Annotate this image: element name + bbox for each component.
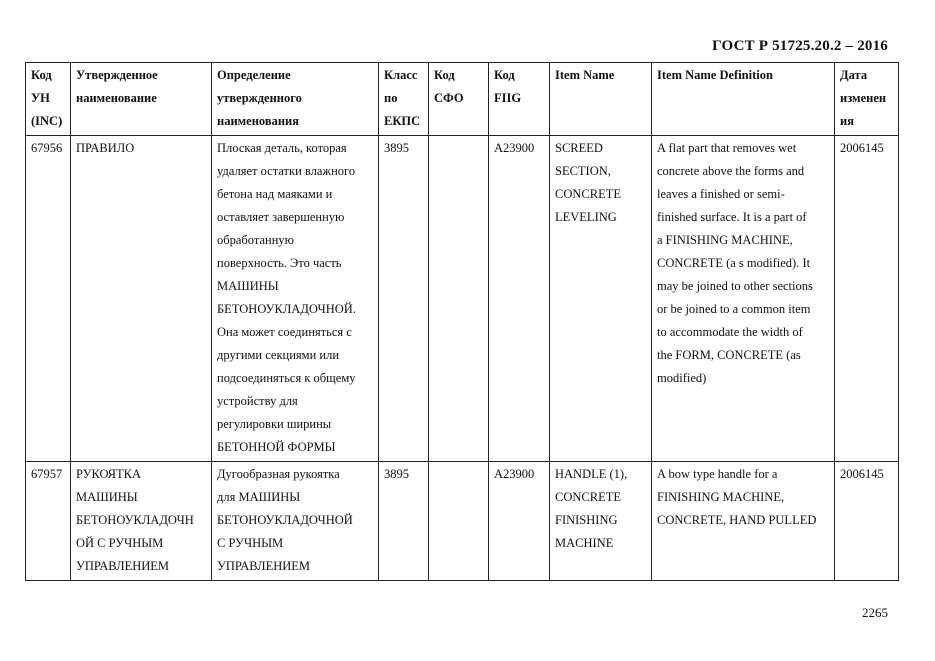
text-line: Класс (384, 68, 418, 82)
cell-sfo (429, 462, 489, 581)
header-row (26, 63, 899, 136)
col-inc (26, 63, 71, 136)
text-line: поверхность. Это часть (217, 256, 342, 270)
text-line: CONCRETE (a s modified). It (657, 256, 811, 270)
text-line: CONCRETE, HAND PULLED (657, 513, 817, 527)
text-line: Утвержденное (76, 68, 158, 82)
text-line: FINISHING MACHINE, (657, 490, 785, 504)
text-line: A bow type handle for a (657, 467, 778, 481)
text-line: Она может соединяться с (217, 325, 352, 339)
text-line: ОЙ С РУЧНЫМ (76, 536, 164, 550)
cell-item-definition (652, 462, 835, 581)
text-line: leaves a finished or semi- (657, 187, 785, 201)
text-line: SCREED (555, 141, 603, 155)
text-line: устройству для (217, 394, 298, 408)
text-line: ПРАВИЛО (76, 141, 135, 155)
text-line: БЕТОНОУКЛАДОЧНОЙ. (217, 302, 356, 316)
text-line: Плоская деталь, которая (217, 141, 347, 155)
text-line: для МАШИНЫ (217, 490, 301, 504)
cell-fiig: A23900 (489, 462, 550, 581)
text-line: HANDLE (1), (555, 467, 628, 481)
text-line: БЕТОНОУКЛАДОЧНОЙ (217, 513, 353, 527)
cell-fiig: A23900 (489, 136, 550, 462)
text-line: МАШИНЫ (217, 279, 279, 293)
cell-item-name (550, 136, 652, 462)
cell-inc: 67956 (26, 136, 71, 462)
text-line: (INC) (31, 114, 63, 128)
table-row (26, 136, 899, 462)
col-approved-name (71, 63, 212, 136)
text-line: Код (494, 68, 515, 82)
col-item-definition (652, 63, 835, 136)
text-line: modified) (657, 371, 707, 385)
text-line: РУКОЯТКА (76, 467, 141, 481)
text-line: Определение (217, 68, 291, 82)
col-definition (212, 63, 379, 136)
cell-class: 3895 (379, 136, 429, 462)
cell-item-name (550, 462, 652, 581)
text-line: С РУЧНЫМ (217, 536, 284, 550)
text-line: УН (31, 91, 50, 105)
text-line: CONCRETE (555, 187, 621, 201)
text-line: удаляет остатки влажного (217, 164, 356, 178)
text-line: наименования (217, 114, 300, 128)
col-fiig (489, 63, 550, 136)
text-line: or be joined to a common item (657, 302, 811, 316)
text-line: may be joined to other sections (657, 279, 813, 293)
page-number: 2265 (862, 605, 888, 620)
text-line: Item Name Definition (657, 68, 773, 82)
text-line: Item Name (555, 68, 615, 82)
text-line: FINISHING (555, 513, 618, 527)
table-row (26, 462, 899, 581)
text-line: Дата (840, 68, 868, 82)
text-line: FIIG (494, 91, 522, 105)
document-code: ГОСТ Р 51725.20.2 – 2016 (712, 38, 888, 54)
col-date (835, 63, 899, 136)
text-line: МАШИНЫ (76, 490, 138, 504)
col-class (379, 63, 429, 136)
text-line: Код (434, 68, 455, 82)
text-line: MACHINE (555, 536, 614, 550)
catalog-table (25, 62, 899, 581)
text-line: УПРАВЛЕНИЕМ (76, 559, 170, 573)
cell-class: 3895 (379, 462, 429, 581)
text-line: ия (840, 114, 854, 128)
text-line: подсоединяться к общему (217, 371, 356, 385)
text-line: УПРАВЛЕНИЕМ (217, 559, 311, 573)
text-line: a FINISHING MACHINE, (657, 233, 793, 247)
text-line: бетона над маяками и (217, 187, 333, 201)
text-line: CONCRETE (555, 490, 621, 504)
text-line: LEVELING (555, 210, 617, 224)
text-line: ЕКПС (384, 114, 421, 128)
text-line: Дугообразная рукоятка (217, 467, 340, 481)
text-line: A flat part that removes wet (657, 141, 797, 155)
cell-sfo (429, 136, 489, 462)
text-line: SECTION, (555, 164, 611, 178)
text-line: finished surface. It is a part of (657, 210, 807, 224)
text-line: регулировки ширины (217, 417, 332, 431)
text-line: наименование (76, 91, 157, 105)
cell-date: 2006145 (835, 136, 899, 462)
text-line: изменен (840, 91, 887, 105)
cell-item-definition (652, 136, 835, 462)
cell-inc: 67957 (26, 462, 71, 581)
cell-approved-name (71, 136, 212, 462)
cell-definition (212, 136, 379, 462)
cell-approved-name (71, 462, 212, 581)
col-sfo (429, 63, 489, 136)
cell-definition (212, 462, 379, 581)
text-line: БЕТОННОЙ ФОРМЫ (217, 440, 336, 454)
text-line: СФО (434, 91, 464, 105)
text-line: Код (31, 68, 52, 82)
text-line: concrete above the forms and (657, 164, 805, 178)
cell-date: 2006145 (835, 462, 899, 581)
text-line: обработанную (217, 233, 294, 247)
text-line: по (384, 91, 398, 105)
text-line: другими секциями или (217, 348, 340, 362)
text-line: оставляет завершенную (217, 210, 345, 224)
text-line: to accommodate the width of (657, 325, 803, 339)
text-line: БЕТОНОУКЛАДОЧН (76, 513, 194, 527)
text-line: the FORM, CONCRETE (as (657, 348, 801, 362)
col-item-name (550, 63, 652, 136)
text-line: утвержденного (217, 91, 302, 105)
